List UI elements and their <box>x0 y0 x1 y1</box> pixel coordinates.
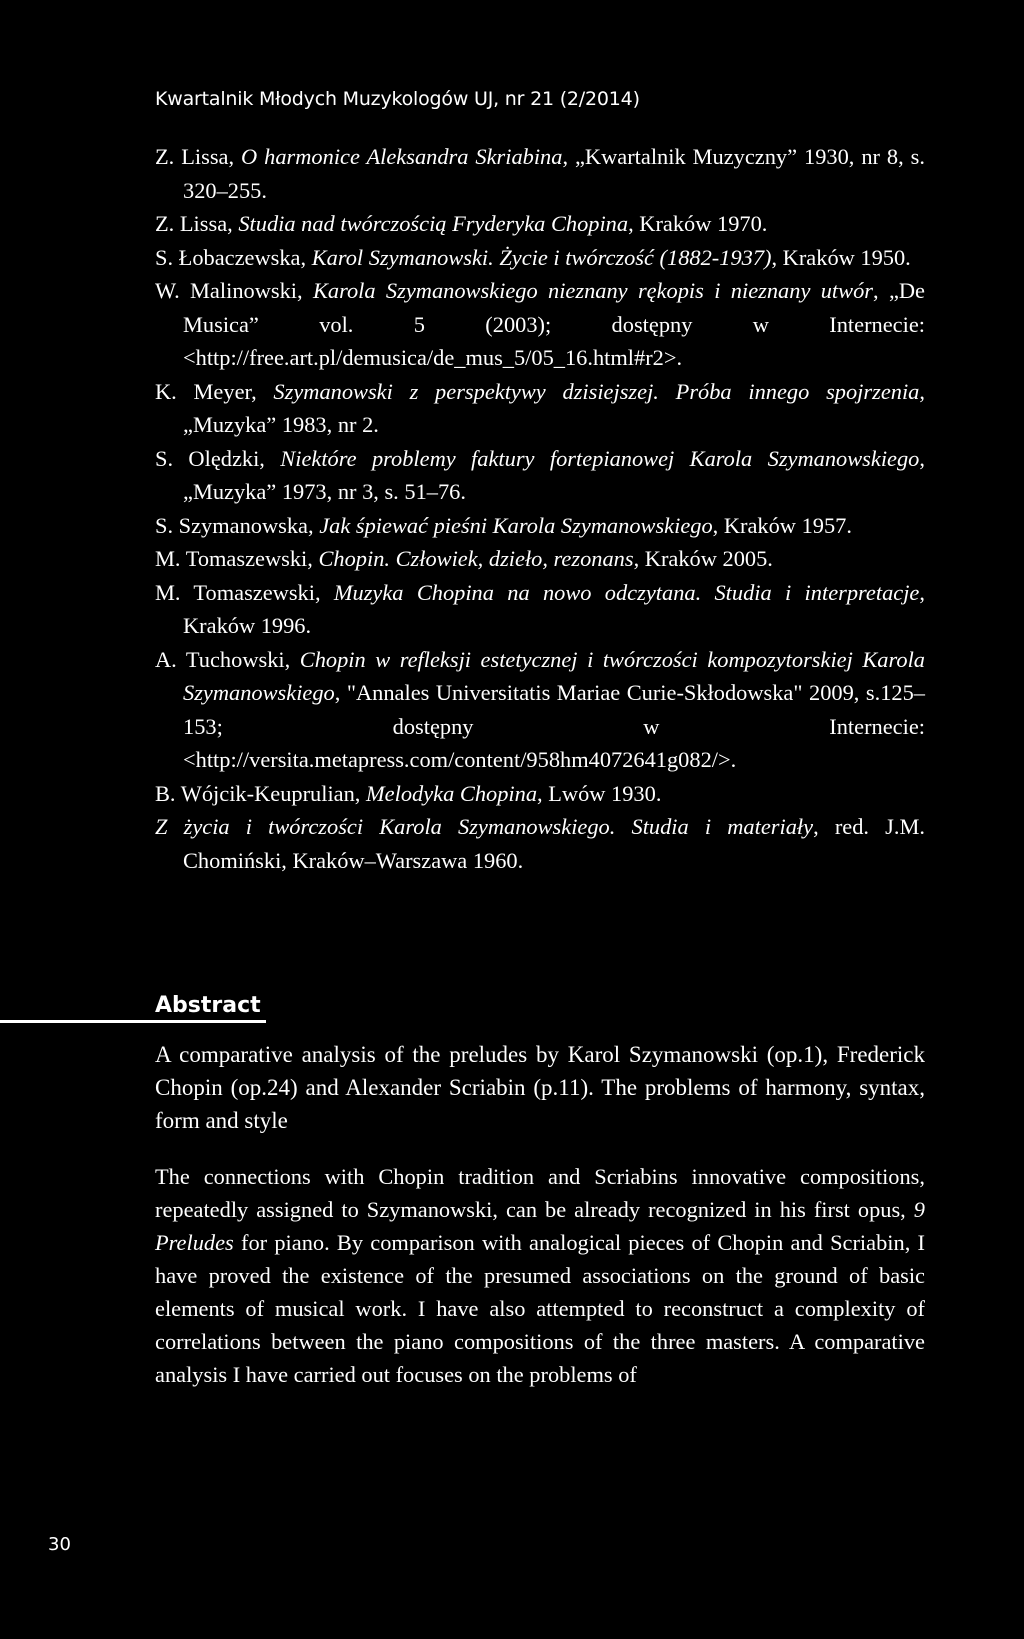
bibliography-entry: B. Wójcik-Keuprulian, Melodyka Chopina, Lwów 1930. <box>155 780 662 806</box>
bibliography-entry: Z. Lissa, O harmonice Aleksandra Skriabina, „Kwartalnik Muzyczny” 1930, nr 8, s. 320–255. <box>155 144 925 203</box>
bibliography-entry: A. Tuchowski, Chopin w refleksji estetycznej i twórczości kompozytorskiej Karola Szymanowskiego, "Annales Universitatis Mariae Curie-Skłodowska" 2009, s.125–153; dostępny w Internecie: <http://versita.metapress.com/content/958hm4072641g082/>. <box>155 646 925 772</box>
abstract-heading: Abstract <box>155 993 261 1018</box>
page-number: 30 <box>48 1534 71 1555</box>
abstract-body: The connections with Chopin tradition and Scriabins innovative compositions, repeatedly assigned to Szymanowski, can be already recognized in his first opus, 9 Preludes for piano. By comparison with analogical pieces of Chopin and Scriabin, I have proved the existence of the presumed associations on the ground of basic elements of musical work. I have also attempted to reconstruct a complexity of correlations between the piano compositions of the three masters. A comparative analysis I have carried out focuses on the problems of <box>155 1164 925 1387</box>
bibliography-list <box>155 140 925 877</box>
bibliography-entry: S. Szymanowska, Jak śpiewać pieśni Karola Szymanowskiego, Kraków 1957. <box>155 512 852 538</box>
abstract-title: A comparative analysis of the preludes by Karol Szymanowski (op.1), Frederick Chopin (op.24) and Alexander Scriabin (p.11). The problems of harmony, syntax, form and style <box>155 1042 925 1133</box>
bibliography-entry: M. Tomaszewski, Muzyka Chopina na nowo odczytana. Studia i interpretacje, Kraków 1996. <box>155 579 925 638</box>
running-header: Kwartalnik Młodych Muzykologów UJ, nr 21 (2/2014) <box>155 88 640 110</box>
bibliography-entry: S. Łobaczewska, Karol Szymanowski. Życie i twórczość (1882-1937), Kraków 1950. <box>155 244 911 270</box>
bibliography-entry: W. Malinowski, Karola Szymanowskiego nieznany rękopis i nieznany utwór, „De Musica” vol. 5 (2003); dostępny w Internecie: <http://free.art.pl/demusica/de_mus_5/05_16.html#r2>. <box>155 278 925 370</box>
bibliography-entry: K. Meyer, Szymanowski z perspektywy dzisiejszej. Próba innego spojrzenia, „Muzyka” 1983, nr 2. <box>155 378 925 437</box>
bibliography-entry: Z. Lissa, Studia nad twórczością Fryderyka Chopina, Kraków 1970. <box>155 211 768 236</box>
bibliography-entry: Z życia i twórczości Karola Szymanowskiego. Studia i materiały, red. J.M. Chomiński, Kraków–Warszawa 1960. <box>155 814 925 873</box>
abstract-heading-underline <box>155 1021 266 1023</box>
bibliography-entry: M. Tomaszewski, Chopin. Człowiek, dzieło, rezonans, Kraków 2005. <box>155 546 773 571</box>
bibliography-entry: S. Olędzki, Niektóre problemy faktury fortepianowej Karola Szymanowskiego, „Muzyka” 1973, nr 3, s. 51–76. <box>155 445 925 504</box>
